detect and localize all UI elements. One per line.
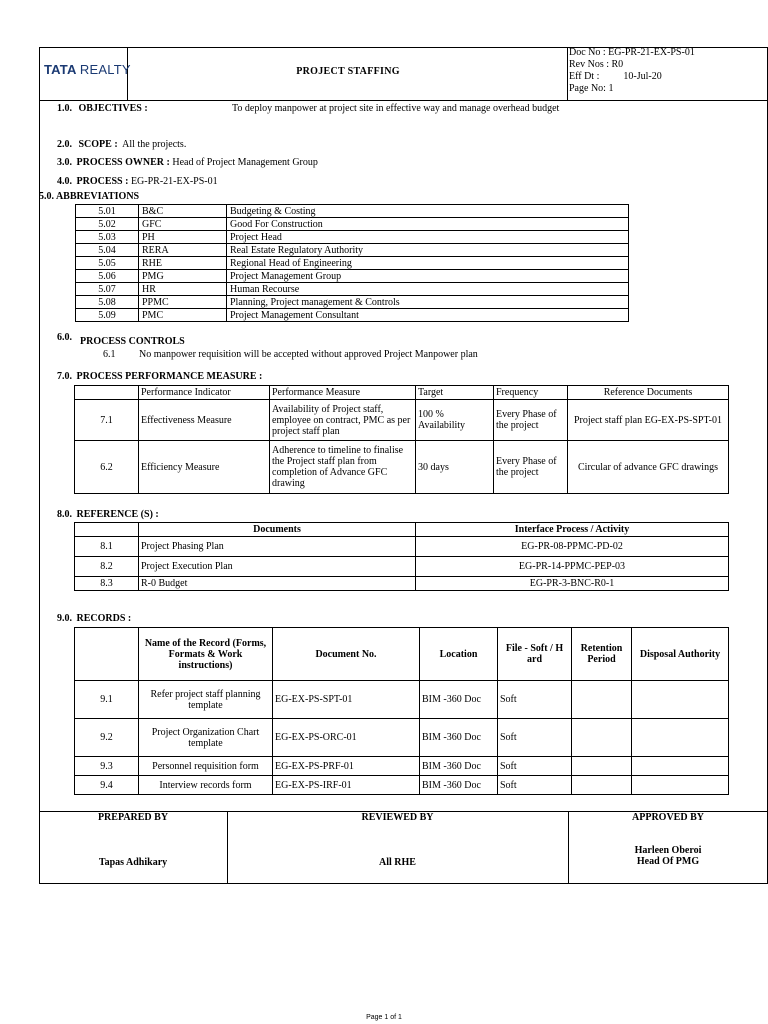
reference-label: REFERENCE (S) : bbox=[76, 509, 159, 520]
perf-cell: 100 % Availability bbox=[416, 400, 494, 441]
approved-title: Head Of PMG bbox=[636, 856, 700, 867]
controls-item-num: 6.1 bbox=[103, 349, 116, 360]
table-row bbox=[76, 205, 629, 218]
perf-header: Performance Measure bbox=[270, 386, 416, 400]
rec-header: Location bbox=[420, 628, 498, 681]
performance-label: PROCESS PERFORMANCE MEASURE : bbox=[76, 371, 263, 382]
scope-num: 2.0. bbox=[57, 139, 72, 150]
ref-cell: 8.2 bbox=[75, 557, 139, 577]
rec-cell: EG-EX-PS-ORC-01 bbox=[273, 719, 420, 757]
rec-cell bbox=[572, 776, 632, 795]
abbr-meaning: Project Head bbox=[227, 231, 629, 244]
rec-cell bbox=[572, 719, 632, 757]
abbr-code: 5.09 bbox=[76, 309, 139, 322]
records-table bbox=[74, 627, 729, 795]
controls-heading: PROCESS CONTROLS bbox=[80, 336, 185, 347]
ref-cell: R-0 Budget bbox=[139, 577, 416, 591]
abbr-term: RERA bbox=[139, 244, 227, 257]
abbr-meaning: Good For Construction bbox=[227, 218, 629, 231]
tata-realty-logo bbox=[44, 62, 131, 77]
prepared-label: PREPARED BY bbox=[97, 812, 169, 823]
logo-brand: TATA bbox=[44, 62, 77, 77]
ref-cell: EG-PR-08-PPMC-PD-02 bbox=[416, 537, 729, 557]
abbr-code: 5.01 bbox=[76, 205, 139, 218]
effective-date bbox=[569, 71, 695, 83]
abbr-term: PMC bbox=[139, 309, 227, 322]
owner-text: Head of Project Management Group bbox=[172, 157, 318, 168]
eff-date: 10-Jul-20 bbox=[623, 71, 662, 82]
abbr-term: PMG bbox=[139, 270, 227, 283]
perf-cell: Availability of Project staff, employee on contract, PMC as per project staff plan bbox=[270, 400, 416, 441]
table-row bbox=[76, 296, 629, 309]
header-bottom-line bbox=[39, 100, 768, 101]
perf-cell: Adherence to timeline to finalise the Project staff plan from completion of Advance GFC drawing bbox=[270, 441, 416, 494]
doc-number: Doc No : EG-PR-21-EX-PS-01 bbox=[569, 47, 695, 58]
rec-cell: EG-EX-PS-SPT-01 bbox=[273, 681, 420, 719]
ref-cell: 8.3 bbox=[75, 577, 139, 591]
rec-header: Disposal Authority bbox=[632, 628, 729, 681]
perf-cell: 30 days bbox=[416, 441, 494, 494]
reviewed-name: All RHE bbox=[379, 857, 416, 868]
table-row bbox=[75, 776, 729, 795]
rec-cell: 9.3 bbox=[75, 757, 139, 776]
rec-cell: Interview records form bbox=[139, 776, 273, 795]
abbreviations-heading: 5.0. ABBREVIATIONS bbox=[39, 191, 140, 202]
reviewed-label: REVIEWED BY bbox=[361, 812, 434, 823]
table-row bbox=[76, 270, 629, 283]
perf-cell: Effectiveness Measure bbox=[139, 400, 270, 441]
rec-cell bbox=[632, 757, 729, 776]
table-row bbox=[75, 400, 729, 441]
abbr-meaning: Project Management Group bbox=[227, 270, 629, 283]
objectives-heading bbox=[57, 103, 148, 114]
table-row bbox=[75, 441, 729, 494]
rec-cell: Refer project staff planning template bbox=[139, 681, 273, 719]
abbr-meaning: Regional Head of Engineering bbox=[227, 257, 629, 270]
objectives-num: 1.0. bbox=[57, 103, 72, 114]
page-footer: Page 1 of 1 bbox=[366, 1014, 402, 1021]
ref-cell: EG-PR-3-BNC-R0-1 bbox=[416, 577, 729, 591]
owner-num: 3.0. bbox=[57, 157, 72, 168]
performance-num: 7.0. bbox=[57, 371, 72, 382]
records-heading bbox=[57, 613, 131, 624]
signoff-block bbox=[39, 811, 768, 884]
reviewed-cell bbox=[227, 811, 569, 884]
records-label: RECORDS : bbox=[76, 613, 132, 624]
perf-cell: Every Phase of the project bbox=[494, 441, 568, 494]
reference-table bbox=[74, 522, 729, 591]
owner-label: PROCESS OWNER : bbox=[76, 157, 170, 168]
perf-header: Performance Indicator bbox=[139, 386, 270, 400]
process-text: EG-PR-21-EX-PS-01 bbox=[130, 176, 218, 187]
rec-header: Name of the Record (Forms, Formats & Work instructions) bbox=[139, 628, 273, 681]
logo-sub: REALTY bbox=[79, 62, 131, 77]
perf-cell: Project staff plan EG-EX-PS-SPT-01 bbox=[568, 400, 729, 441]
perf-header: Frequency bbox=[494, 386, 568, 400]
doc-info bbox=[569, 47, 695, 95]
owner-line bbox=[57, 157, 318, 168]
rec-cell: BIM -360 Doc bbox=[420, 719, 498, 757]
abbr-term: PPMC bbox=[139, 296, 227, 309]
rec-header: File - Soft / H ard bbox=[498, 628, 572, 681]
perf-cell: Every Phase of the project bbox=[494, 400, 568, 441]
perf-cell: Circular of advance GFC drawings bbox=[568, 441, 729, 494]
rec-cell: Soft bbox=[498, 757, 572, 776]
objectives-text: To deploy manpower at project site in effective way and manage overhead budget bbox=[232, 103, 560, 114]
performance-table bbox=[74, 385, 729, 494]
abbr-term: PH bbox=[139, 231, 227, 244]
rec-cell: BIM -360 Doc bbox=[420, 757, 498, 776]
rec-cell: Soft bbox=[498, 776, 572, 795]
rec-cell: EG-EX-PS-IRF-01 bbox=[273, 776, 420, 795]
abbr-term: B&C bbox=[139, 205, 227, 218]
abbr-code: 5.04 bbox=[76, 244, 139, 257]
rec-header: Retention Period bbox=[572, 628, 632, 681]
abbr-term: RHE bbox=[139, 257, 227, 270]
controls-num: 6.0. bbox=[57, 332, 72, 343]
scope-text: All the projects. bbox=[122, 139, 187, 150]
rec-cell: 9.2 bbox=[75, 719, 139, 757]
rec-cell: Project Organization Chart template bbox=[139, 719, 273, 757]
table-row bbox=[75, 537, 729, 557]
rec-cell bbox=[572, 757, 632, 776]
perf-header: Target bbox=[416, 386, 494, 400]
abbr-meaning: Real Estate Regulatory Authority bbox=[227, 244, 629, 257]
abbr-code: 5.02 bbox=[76, 218, 139, 231]
document-title: PROJECT STAFFING bbox=[296, 66, 400, 77]
ref-cell: Project Phasing Plan bbox=[139, 537, 416, 557]
records-num: 9.0. bbox=[57, 613, 72, 624]
prepared-cell bbox=[39, 811, 228, 884]
abbr-code: 5.08 bbox=[76, 296, 139, 309]
objectives-label: OBJECTIVES : bbox=[78, 103, 148, 114]
approved-cell bbox=[568, 811, 768, 884]
ref-cell: 8.1 bbox=[75, 537, 139, 557]
rec-cell: BIM -360 Doc bbox=[420, 681, 498, 719]
abbr-meaning: Budgeting & Costing bbox=[227, 205, 629, 218]
rec-cell: Personnel requisition form bbox=[139, 757, 273, 776]
table-row bbox=[75, 557, 729, 577]
perf-header-blank bbox=[75, 386, 139, 400]
rec-cell: 9.1 bbox=[75, 681, 139, 719]
perf-cell: 7.1 bbox=[75, 400, 139, 441]
approved-name: Harleen Oberoi bbox=[634, 845, 702, 856]
table-row bbox=[76, 244, 629, 257]
ref-header-blank bbox=[75, 523, 139, 537]
abbr-code: 5.07 bbox=[76, 283, 139, 296]
table-row bbox=[76, 283, 629, 296]
page-number: Page No: 1 bbox=[569, 83, 614, 94]
table-row bbox=[76, 231, 629, 244]
rec-cell: EG-EX-PS-PRF-01 bbox=[273, 757, 420, 776]
ref-cell: Project Execution Plan bbox=[139, 557, 416, 577]
reference-heading bbox=[57, 509, 159, 520]
reference-num: 8.0. bbox=[57, 509, 72, 520]
rec-cell bbox=[632, 719, 729, 757]
process-line bbox=[57, 176, 218, 187]
controls-item-text: No manpower requisition will be accepted without approved Project Manpower plan bbox=[139, 349, 478, 360]
prepared-name: Tapas Adhikary bbox=[98, 857, 168, 868]
rec-cell: 9.4 bbox=[75, 776, 139, 795]
abbr-code: 5.03 bbox=[76, 231, 139, 244]
abbr-meaning: Project Management Consultant bbox=[227, 309, 629, 322]
ref-header: Documents bbox=[139, 523, 416, 537]
abbr-code: 5.06 bbox=[76, 270, 139, 283]
rec-cell bbox=[632, 776, 729, 795]
rev-number: Rev Nos : R0 bbox=[569, 59, 624, 70]
rec-cell: BIM -360 Doc bbox=[420, 776, 498, 795]
table-row bbox=[75, 757, 729, 776]
abbr-meaning: Human Recourse bbox=[227, 283, 629, 296]
rec-cell: Soft bbox=[498, 681, 572, 719]
abbr-term: GFC bbox=[139, 218, 227, 231]
rec-header-blank bbox=[75, 628, 139, 681]
rec-cell bbox=[572, 681, 632, 719]
rec-header: Document No. bbox=[273, 628, 420, 681]
table-row bbox=[76, 218, 629, 231]
performance-heading bbox=[57, 371, 262, 382]
eff-label: Eff Dt : bbox=[569, 71, 600, 82]
scope-label: SCOPE : bbox=[78, 139, 118, 150]
table-row bbox=[75, 719, 729, 757]
perf-header: Reference Documents bbox=[568, 386, 729, 400]
perf-cell: 6.2 bbox=[75, 441, 139, 494]
process-label: PROCESS : bbox=[76, 176, 129, 187]
abbr-code: 5.05 bbox=[76, 257, 139, 270]
scope-line bbox=[57, 139, 186, 150]
table-row bbox=[75, 577, 729, 591]
process-num: 4.0. bbox=[57, 176, 72, 187]
table-row bbox=[76, 257, 629, 270]
ref-cell: EG-PR-14-PPMC-PEP-03 bbox=[416, 557, 729, 577]
rec-cell: Soft bbox=[498, 719, 572, 757]
abbreviations-table bbox=[75, 204, 629, 322]
perf-cell: Efficiency Measure bbox=[139, 441, 270, 494]
table-row bbox=[76, 309, 629, 322]
abbr-term: HR bbox=[139, 283, 227, 296]
approved-label: APPROVED BY bbox=[632, 812, 704, 823]
rec-cell bbox=[632, 681, 729, 719]
ref-header: Interface Process / Activity bbox=[416, 523, 729, 537]
table-row bbox=[75, 681, 729, 719]
abbr-meaning: Planning, Project management & Controls bbox=[227, 296, 629, 309]
